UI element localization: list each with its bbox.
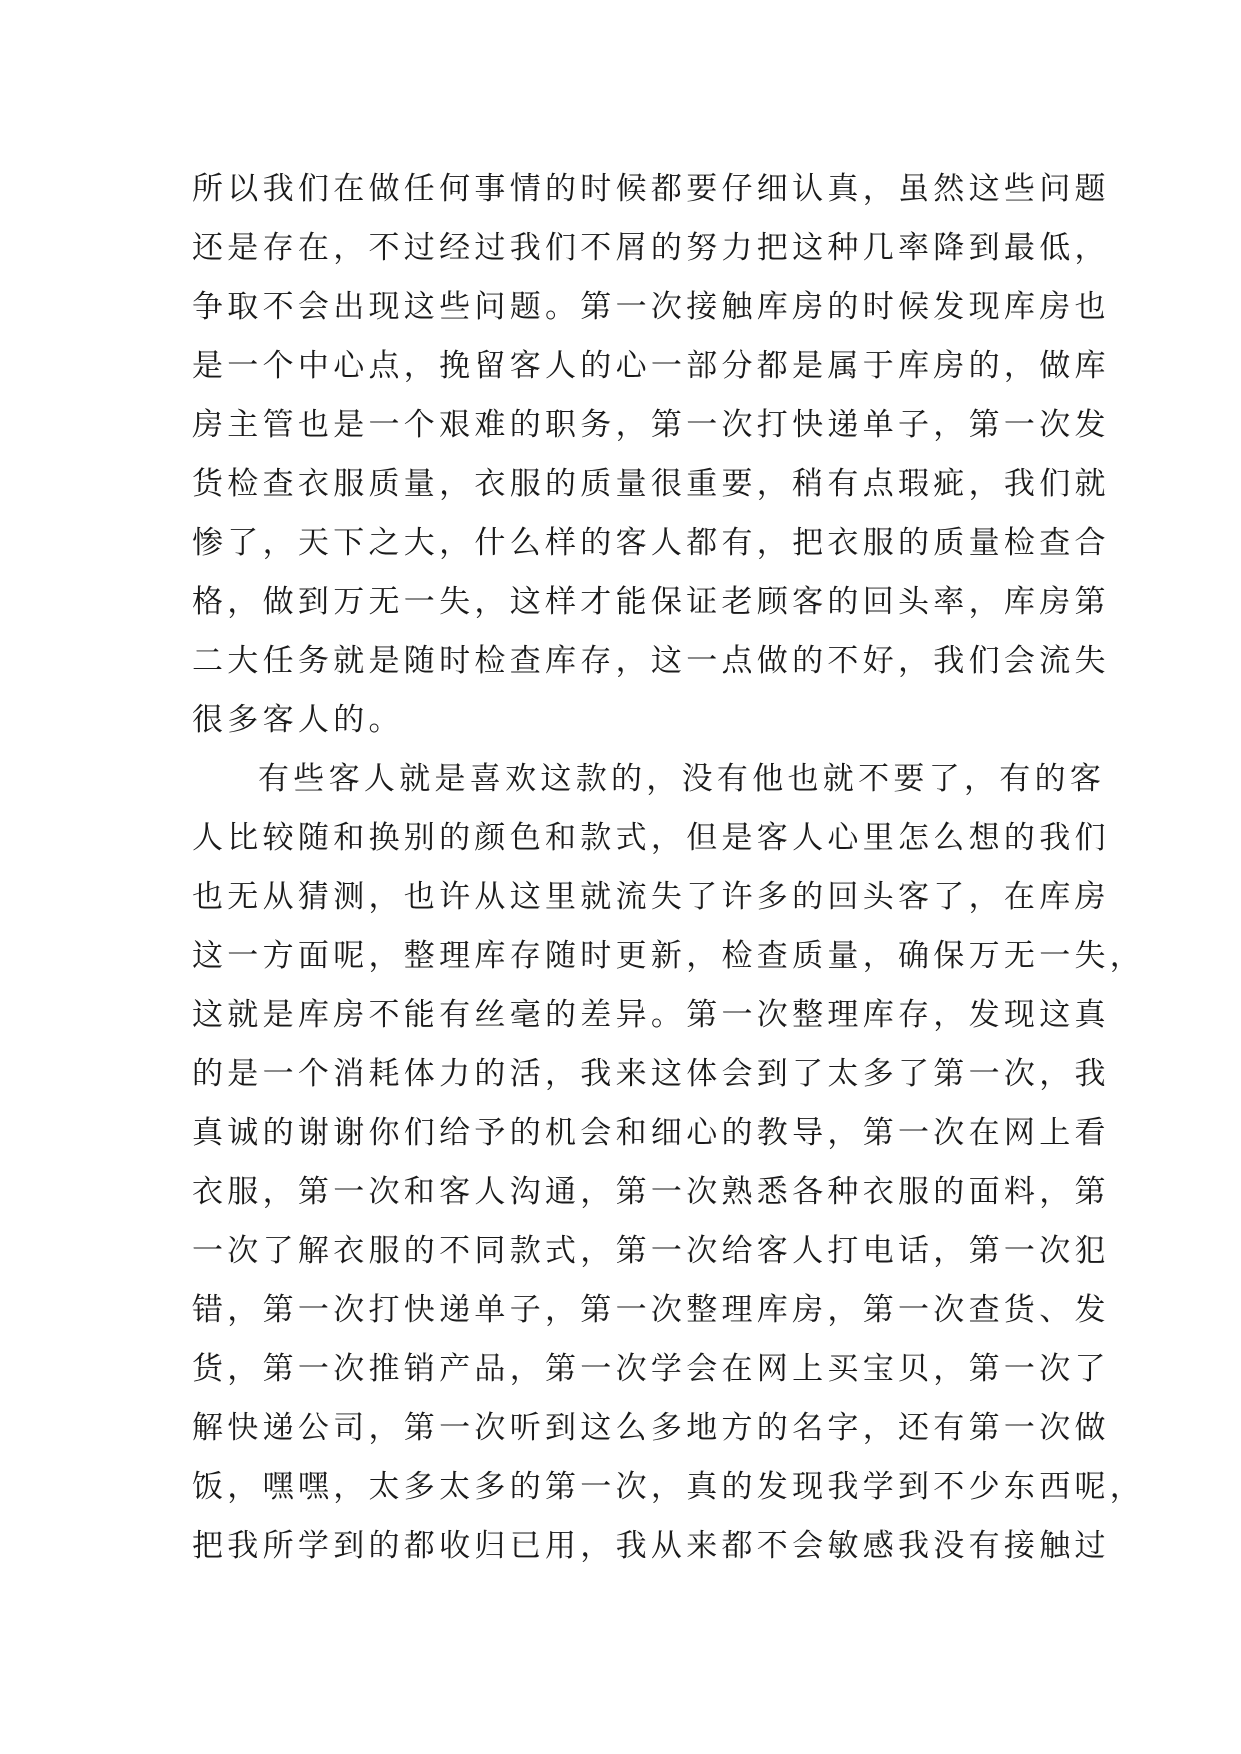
text-line: 惨了，天下之大，什么样的客人都有，把衣服的质量检查合: [192, 525, 1110, 561]
text-line: 这就是库房不能有丝毫的差异。第一次整理库存，发现这真: [192, 997, 1110, 1033]
text-line: 错，第一次打快递单子，第一次整理库房，第一次查货、发: [192, 1292, 1110, 1328]
text-line: 是一个中心点，挽留客人的心一部分都是属于库房的，做库: [192, 348, 1110, 384]
text-line: 的是一个消耗体力的活，我来这体会到了太多了第一次，我: [192, 1056, 1110, 1092]
text-line: 争取不会出现这些问题。第一次接触库房的时候发现库房也: [192, 289, 1110, 325]
text-line: 这一方面呢，整理库存随时更新，检查质量，确保万无一失，: [192, 938, 1146, 974]
body-text: [192, 160, 1146, 1576]
text-line: 二大任务就是随时检查库存，这一点做的不好，我们会流失: [192, 643, 1110, 679]
text-line: 也无从猜测，也许从这里就流失了许多的回头客了，在库房: [192, 879, 1110, 915]
text-line: 人比较随和换别的颜色和款式，但是客人心里怎么想的我们: [192, 820, 1110, 856]
text-line: 很多客人的。: [192, 702, 404, 738]
text-line: 真诚的谢谢你们给予的机会和细心的教导，第一次在网上看: [192, 1115, 1110, 1151]
text-line: 解快递公司，第一次听到这么多地方的名字，还有第一次做: [192, 1410, 1110, 1446]
text-line: 房主管也是一个艰难的职务，第一次打快递单子，第一次发: [192, 407, 1110, 443]
text-line: 饭，嘿嘿，太多太多的第一次，真的发现我学到不少东西呢，: [192, 1469, 1146, 1505]
text-line: 还是存在，不过经过我们不屑的努力把这种几率降到最低，: [192, 230, 1110, 266]
paragraph-2: [192, 750, 1146, 1576]
paragraph-1: [192, 160, 1110, 750]
text-line: 货，第一次推销产品，第一次学会在网上买宝贝，第一次了: [192, 1351, 1110, 1387]
text-line: 一次了解衣服的不同款式，第一次给客人打电话，第一次犯: [192, 1233, 1110, 1269]
text-line: 格，做到万无一失，这样才能保证老顾客的回头率，库房第: [192, 584, 1110, 620]
text-line: 把我所学到的都收归已用，我从来都不会敏感我没有接触过: [192, 1528, 1110, 1564]
text-line: 所以我们在做任何事情的时候都要仔细认真，虽然这些问题: [192, 171, 1110, 207]
text-line: 有些客人就是喜欢这款的，没有他也就不要了，有的客: [258, 761, 1106, 797]
text-line: 货检查衣服质量，衣服的质量很重要，稍有点瑕疵，我们就: [192, 466, 1110, 502]
text-line: 衣服，第一次和客人沟通，第一次熟悉各种衣服的面料，第: [192, 1174, 1110, 1210]
